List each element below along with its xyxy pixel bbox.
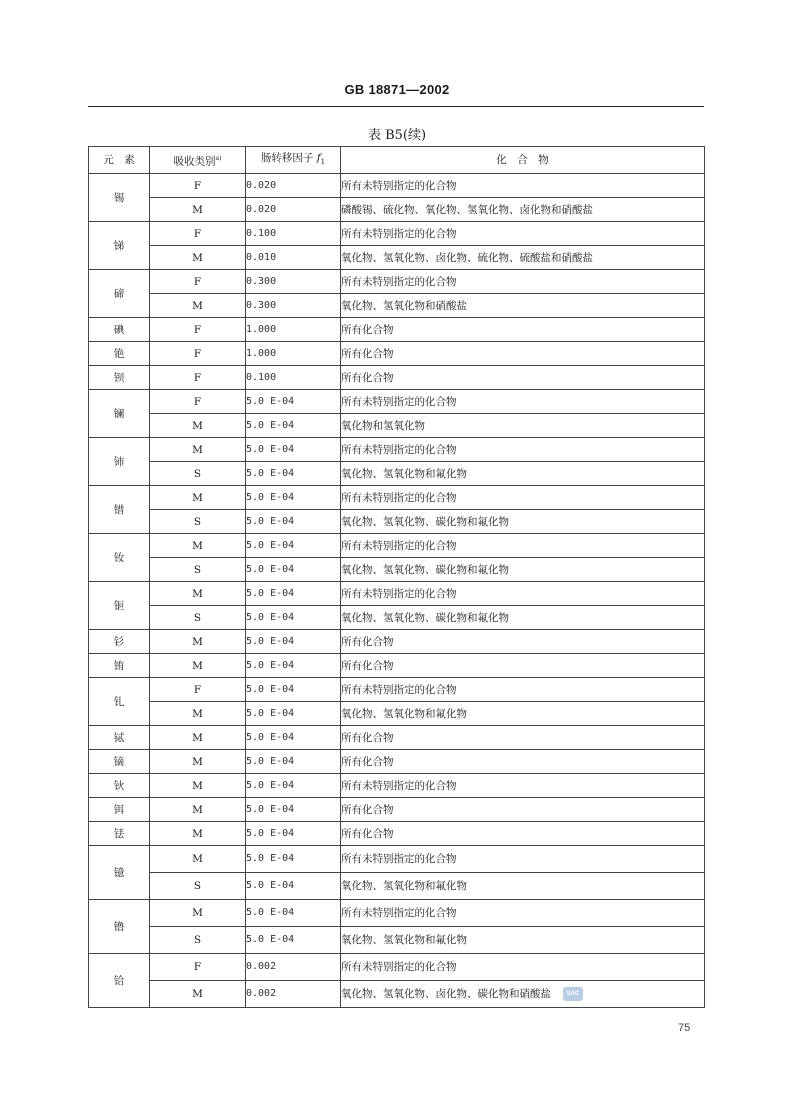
factor-symbol-subscript: 1 xyxy=(320,158,326,167)
absorption-class-cell: F xyxy=(150,366,246,390)
compound-cell: 所有未特别指定的化合物 xyxy=(341,582,705,606)
table-row xyxy=(89,510,705,534)
transfer-factor-cell: 5.0 E-04 xyxy=(246,462,341,486)
table-row xyxy=(89,222,705,246)
absorption-class-cell: M xyxy=(150,726,246,750)
compound-cell: 所有未特别指定的化合物 xyxy=(341,774,705,798)
absorption-class-cell: M xyxy=(150,534,246,558)
compound-cell: 所有未特别指定的化合物 xyxy=(341,846,705,873)
element-cell: 钬 xyxy=(89,774,150,798)
absorption-class-cell: M xyxy=(150,846,246,873)
transfer-factor-cell: 5.0 E-04 xyxy=(246,438,341,462)
absorption-class-cell: M xyxy=(150,246,246,270)
table-row xyxy=(89,927,705,954)
table-row xyxy=(89,954,705,981)
element-cell: 镧 xyxy=(89,390,150,438)
compound-cell: 氧化物、氢氧化物、碳化物和氟化物 xyxy=(341,510,705,534)
table-row xyxy=(89,822,705,846)
table-row xyxy=(89,462,705,486)
table-body xyxy=(89,174,705,1008)
absorption-class-cell: M xyxy=(150,900,246,927)
factor-symbol xyxy=(316,152,326,167)
header-rule xyxy=(88,106,704,107)
transfer-factor-cell: 5.0 E-04 xyxy=(246,726,341,750)
compound-cell: 所有化合物 xyxy=(341,726,705,750)
absorption-class-cell: M xyxy=(150,582,246,606)
absorption-class-cell: M xyxy=(150,750,246,774)
absorption-class-cell: S xyxy=(150,510,246,534)
element-cell: 镥 xyxy=(89,900,150,954)
compound-cell: 所有化合物 xyxy=(341,342,705,366)
compound-cell: 所有未特别指定的化合物 xyxy=(341,390,705,414)
table-header-row xyxy=(89,147,705,174)
compound-cell: 所有化合物 xyxy=(341,654,705,678)
absorption-class-cell: M xyxy=(150,294,246,318)
table-row xyxy=(89,606,705,630)
absorption-class-cell: M xyxy=(150,414,246,438)
transfer-factor-cell: 5.0 E-04 xyxy=(246,750,341,774)
element-cell: 铒 xyxy=(89,798,150,822)
absorption-class-cell: S xyxy=(150,462,246,486)
table-row xyxy=(89,873,705,900)
absorption-class-cell: F xyxy=(150,270,246,294)
compound-cell: 所有化合物 xyxy=(341,366,705,390)
element-cell: 铈 xyxy=(89,438,150,486)
compound-cell: 所有未特别指定的化合物 xyxy=(341,270,705,294)
footnote-marker: a) xyxy=(215,154,222,162)
transfer-factor-cell: 5.0 E-04 xyxy=(246,774,341,798)
element-cell: 铯 xyxy=(89,342,150,366)
element-cell: 钕 xyxy=(89,534,150,582)
compound-cell: 所有化合物 xyxy=(341,318,705,342)
header-absorption-class xyxy=(150,147,246,174)
compound-cell: 氧化物和氢氧化物 xyxy=(341,414,705,438)
absorption-class-cell: F xyxy=(150,342,246,366)
compound-cell: 所有未特别指定的化合物 xyxy=(341,174,705,198)
table-row xyxy=(89,654,705,678)
header-absorption-label: 吸收类别 xyxy=(173,155,216,168)
compound-cell: 氧化物、氢氧化物、卤化物、硫化物、硫酸盐和硝酸盐 xyxy=(341,246,705,270)
transfer-factor-cell: 5.0 E-04 xyxy=(246,582,341,606)
element-cell: 锡 xyxy=(89,174,150,222)
table-row xyxy=(89,486,705,510)
transfer-factor-cell: 5.0 E-04 xyxy=(246,798,341,822)
table-row xyxy=(89,726,705,750)
element-cell: 钆 xyxy=(89,678,150,726)
table-row xyxy=(89,774,705,798)
table-row xyxy=(89,342,705,366)
transfer-factor-cell: 0.300 xyxy=(246,294,341,318)
compound-cell: 所有未特别指定的化合物 xyxy=(341,222,705,246)
transfer-factor-cell: 1.000 xyxy=(246,318,341,342)
compound-cell: 所有化合物 xyxy=(341,750,705,774)
table-row xyxy=(89,390,705,414)
transfer-factor-cell: 0.020 xyxy=(246,198,341,222)
transfer-factor-cell: 5.0 E-04 xyxy=(246,900,341,927)
transfer-factor-cell: 5.0 E-04 xyxy=(246,873,341,900)
transfer-factor-cell: 5.0 E-04 xyxy=(246,846,341,873)
header-element: 元 素 xyxy=(89,147,150,174)
absorption-class-cell: F xyxy=(150,954,246,981)
header-transfer-factor xyxy=(246,147,341,174)
header-factor-label: 肠转移因子 xyxy=(260,152,314,164)
absorption-class-cell: M xyxy=(150,486,246,510)
document-code: GB 18871—2002 xyxy=(344,82,450,97)
table-row xyxy=(89,366,705,390)
element-cell: 钐 xyxy=(89,630,150,654)
absorption-class-cell: M xyxy=(150,654,246,678)
element-cell: 碲 xyxy=(89,270,150,318)
table-row xyxy=(89,702,705,726)
absorption-class-cell: M xyxy=(150,822,246,846)
element-cell: 钡 xyxy=(89,366,150,390)
table-row xyxy=(89,846,705,873)
compound-cell: 氧化物、氢氧化物和氟化物 xyxy=(341,702,705,726)
compound-cell: 所有未特别指定的化合物 xyxy=(341,900,705,927)
compound-cell: 所有化合物 xyxy=(341,630,705,654)
absorption-class-cell: F xyxy=(150,678,246,702)
transfer-factor-cell: 0.010 xyxy=(246,246,341,270)
element-cell: 钷 xyxy=(89,582,150,630)
sac-watermark-icon: SAC xyxy=(563,987,583,1001)
compound-cell: 氧化物、氢氧化物、碳化物和氟化物 xyxy=(341,606,705,630)
element-cell: 镱 xyxy=(89,846,150,900)
factor-symbol-letter: f xyxy=(316,152,321,164)
absorption-class-cell: M xyxy=(150,198,246,222)
absorption-class-cell: S xyxy=(150,873,246,900)
absorption-class-cell: M xyxy=(150,702,246,726)
element-cell: 镝 xyxy=(89,750,150,774)
page-number: 75 xyxy=(678,1022,691,1034)
table-row xyxy=(89,900,705,927)
transfer-factor-cell: 5.0 E-04 xyxy=(246,702,341,726)
element-cell: 碘 xyxy=(89,318,150,342)
table-row xyxy=(89,558,705,582)
table-row xyxy=(89,438,705,462)
transfer-factor-cell: 5.0 E-04 xyxy=(246,606,341,630)
table-row xyxy=(89,198,705,222)
compound-cell: 氧化物、氢氧化物和氟化物 xyxy=(341,873,705,900)
absorption-class-cell: F xyxy=(150,318,246,342)
table-row xyxy=(89,630,705,654)
transfer-factor-cell: 5.0 E-04 xyxy=(246,822,341,846)
transfer-factor-cell: 5.0 E-04 xyxy=(246,414,341,438)
absorption-class-cell: F xyxy=(150,222,246,246)
transfer-factor-cell: 5.0 E-04 xyxy=(246,927,341,954)
transfer-factor-cell: 0.002 xyxy=(246,981,341,1008)
transfer-factor-cell: 0.002 xyxy=(246,954,341,981)
transfer-factor-cell: 5.0 E-04 xyxy=(246,486,341,510)
absorption-class-cell: M xyxy=(150,981,246,1008)
table-row xyxy=(89,750,705,774)
table-row xyxy=(89,678,705,702)
compound-cell: 氧化物、氢氧化物和氟化物 xyxy=(341,927,705,954)
compound-cell: 氧化物、氢氧化物、碳化物和氟化物 xyxy=(341,558,705,582)
transfer-factor-cell: 5.0 E-04 xyxy=(246,630,341,654)
element-cell: 铪 xyxy=(89,954,150,1008)
table-row xyxy=(89,174,705,198)
transfer-factor-cell: 5.0 E-04 xyxy=(246,390,341,414)
data-table xyxy=(88,146,705,1008)
table-row xyxy=(89,414,705,438)
element-cell: 铥 xyxy=(89,822,150,846)
transfer-factor-cell: 1.000 xyxy=(246,342,341,366)
absorption-class-cell: F xyxy=(150,174,246,198)
transfer-factor-cell: 0.100 xyxy=(246,222,341,246)
table-row xyxy=(89,318,705,342)
transfer-factor-cell: 5.0 E-04 xyxy=(246,534,341,558)
table-row xyxy=(89,582,705,606)
transfer-factor-cell: 0.020 xyxy=(246,174,341,198)
transfer-factor-cell: 5.0 E-04 xyxy=(246,654,341,678)
compound-cell: 所有化合物 xyxy=(341,822,705,846)
absorption-class-cell: M xyxy=(150,798,246,822)
compound-cell: 所有未特别指定的化合物 xyxy=(341,534,705,558)
table-row xyxy=(89,270,705,294)
element-cell: 铽 xyxy=(89,726,150,750)
compound-text: 氧化物、氢氧化物、卤化物、碳化物和硝酸盐 xyxy=(341,988,551,1001)
element-cell: 铕 xyxy=(89,654,150,678)
element-cell: 镨 xyxy=(89,486,150,534)
table-row xyxy=(89,246,705,270)
compound-cell: 所有未特别指定的化合物 xyxy=(341,678,705,702)
compound-cell: 磷酸锡、硫化物、氧化物、氢氧化物、卤化物和硝酸盐 xyxy=(341,198,705,222)
table-row xyxy=(89,981,705,1008)
transfer-factor-cell: 5.0 E-04 xyxy=(246,678,341,702)
transfer-factor-cell: 5.0 E-04 xyxy=(246,558,341,582)
compound-cell xyxy=(341,981,705,1008)
table-row xyxy=(89,294,705,318)
compound-cell: 所有未特别指定的化合物 xyxy=(341,954,705,981)
compound-cell: 氧化物、氢氧化物和氟化物 xyxy=(341,462,705,486)
transfer-factor-cell: 0.300 xyxy=(246,270,341,294)
absorption-class-cell: S xyxy=(150,927,246,954)
absorption-class-cell: F xyxy=(150,390,246,414)
transfer-factor-cell: 5.0 E-04 xyxy=(246,510,341,534)
table-title: 表 B5(续) xyxy=(367,128,427,143)
compound-cell: 所有未特别指定的化合物 xyxy=(341,486,705,510)
compound-cell: 氧化物、氢氧化物和硝酸盐 xyxy=(341,294,705,318)
element-cell: 锑 xyxy=(89,222,150,270)
absorption-class-cell: S xyxy=(150,558,246,582)
absorption-class-cell: S xyxy=(150,606,246,630)
table-row xyxy=(89,798,705,822)
absorption-class-cell: M xyxy=(150,438,246,462)
table-row xyxy=(89,534,705,558)
header-compound: 化 合 物 xyxy=(341,147,705,174)
compound-cell: 所有未特别指定的化合物 xyxy=(341,438,705,462)
compound-cell: 所有化合物 xyxy=(341,798,705,822)
absorption-class-cell: M xyxy=(150,774,246,798)
absorption-class-cell: M xyxy=(150,630,246,654)
transfer-factor-cell: 0.100 xyxy=(246,366,341,390)
